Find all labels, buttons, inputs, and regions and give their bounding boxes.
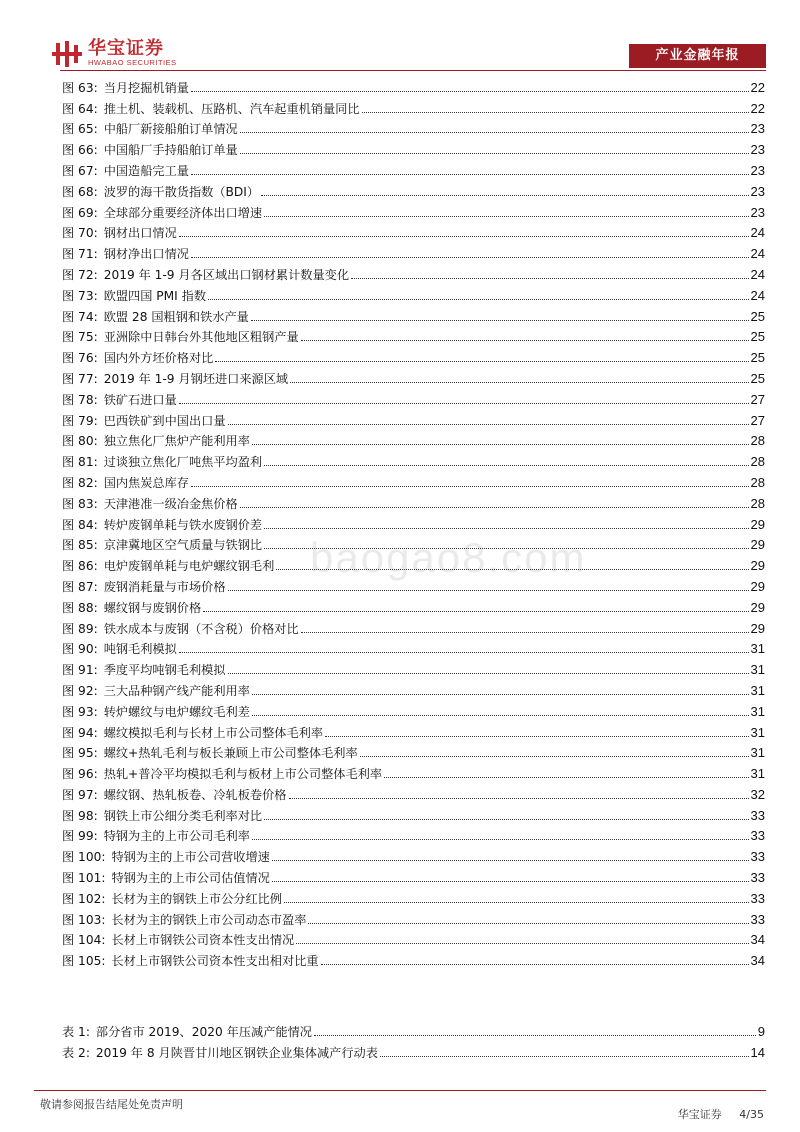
figure-toc-entry[interactable] bbox=[62, 74, 765, 95]
entry-title: 热轧+普冷平均模拟毛利与板材上市公司整体毛利率 bbox=[103, 767, 383, 782]
figure-toc-entry[interactable] bbox=[62, 698, 765, 719]
dot-leader bbox=[240, 152, 749, 154]
entry-title: 电炉废钢单耗与电炉螺纹钢毛利 bbox=[103, 559, 275, 574]
figure-toc-entry[interactable] bbox=[62, 178, 765, 199]
entry-page-number: 28 bbox=[750, 454, 765, 470]
dot-leader bbox=[301, 631, 749, 633]
entry-page-number: 23 bbox=[750, 204, 765, 220]
dot-leader bbox=[325, 735, 748, 737]
entry-label: 图 86: bbox=[62, 559, 98, 574]
entry-title: 欧盟四国 PMI 指数 bbox=[103, 288, 207, 303]
entry-title: 螺纹+热轧毛利与板长兼顾上市公司整体毛利率 bbox=[103, 746, 358, 761]
entry-title: 波罗的海干散货指数（BDI） bbox=[103, 184, 260, 199]
entry-page-number: 31 bbox=[750, 682, 765, 698]
figure-toc-entry[interactable] bbox=[62, 282, 765, 303]
figure-toc-entry[interactable] bbox=[62, 365, 765, 386]
figure-toc-entry[interactable] bbox=[62, 636, 765, 657]
dot-leader bbox=[208, 298, 749, 300]
dot-leader bbox=[351, 277, 748, 279]
entry-page-number: 28 bbox=[750, 495, 765, 511]
entry-title: 长材上市钢铁公司资本性支出情况 bbox=[111, 933, 295, 948]
entry-title: 铁水成本与废钢（不含税）价格对比 bbox=[103, 621, 299, 636]
figure-toc-entry[interactable] bbox=[62, 490, 765, 511]
entry-label: 图 84: bbox=[62, 517, 98, 532]
dot-leader bbox=[264, 464, 748, 466]
dot-leader bbox=[252, 838, 749, 840]
entry-page-number: 34 bbox=[750, 932, 765, 948]
dot-leader bbox=[228, 672, 749, 674]
entry-title: 巴西铁矿到中国出口量 bbox=[103, 413, 226, 428]
entry-label: 图 80: bbox=[62, 434, 98, 449]
entry-title: 铁矿石进口量 bbox=[103, 392, 177, 407]
report-type-badge: 产业金融年报 bbox=[629, 44, 766, 68]
entry-page-number: 22 bbox=[750, 100, 765, 116]
entry-label: 图 90: bbox=[62, 642, 98, 657]
figure-toc-entry[interactable] bbox=[62, 386, 765, 407]
logo-chinese-name: 华宝证券 bbox=[88, 38, 164, 59]
entry-label: 图 83: bbox=[62, 496, 98, 511]
entry-page-number: 31 bbox=[750, 745, 765, 761]
entry-title: 过谈独立焦化厂吨焦平均盈利 bbox=[103, 455, 263, 470]
figure-toc-entry[interactable] bbox=[62, 448, 765, 469]
company-logo bbox=[52, 40, 177, 67]
entry-title: 亚洲除中日韩台外其他地区粗钢产量 bbox=[103, 330, 299, 345]
entry-label: 图 74: bbox=[62, 309, 98, 324]
figure-toc-entry[interactable] bbox=[62, 344, 765, 365]
entry-label: 图 63: bbox=[62, 80, 98, 95]
figure-toc-entry[interactable] bbox=[62, 303, 765, 324]
entry-page-number: 25 bbox=[750, 370, 765, 386]
entry-page-number: 29 bbox=[750, 558, 765, 574]
entry-title: 中国造船完工量 bbox=[103, 163, 189, 178]
dot-leader bbox=[261, 194, 748, 196]
dot-leader bbox=[362, 111, 749, 113]
entry-label: 图 88: bbox=[62, 600, 98, 615]
header-divider bbox=[60, 70, 766, 71]
entry-title: 中船厂新接船舶订单情况 bbox=[103, 122, 238, 137]
dot-leader bbox=[264, 215, 748, 217]
entry-label: 图 95: bbox=[62, 746, 98, 761]
figure-toc-entry[interactable] bbox=[62, 802, 765, 823]
figure-toc-entry[interactable] bbox=[62, 677, 765, 698]
table-toc-entry[interactable] bbox=[62, 1039, 765, 1060]
dot-leader bbox=[228, 589, 749, 591]
dot-leader bbox=[252, 443, 749, 445]
entry-title: 天津港准一级冶金焦价格 bbox=[103, 496, 238, 511]
entry-page-number: 23 bbox=[750, 142, 765, 158]
entry-title: 螺纹钢、热轧板卷、冷轧板卷价格 bbox=[103, 787, 287, 802]
entry-title: 国内外方坯价格对比 bbox=[103, 351, 214, 366]
entry-page-number: 29 bbox=[750, 516, 765, 532]
figure-toc-entry[interactable] bbox=[62, 199, 765, 220]
entry-page-number: 9 bbox=[757, 1023, 765, 1039]
entry-title: 京津冀地区空气质量与铁钢比 bbox=[103, 538, 263, 553]
entry-label: 图 102: bbox=[62, 891, 106, 906]
logo-mark-icon bbox=[52, 41, 82, 67]
figure-toc-entry[interactable] bbox=[62, 428, 765, 449]
entry-label: 图 98: bbox=[62, 808, 98, 823]
entry-title: 季度平均吨钢毛利模拟 bbox=[103, 663, 226, 678]
figure-toc-entry[interactable] bbox=[62, 116, 765, 137]
entry-page-number: 14 bbox=[750, 1044, 765, 1060]
entry-page-number: 32 bbox=[750, 786, 765, 802]
dot-leader bbox=[252, 693, 749, 695]
dot-leader bbox=[191, 485, 749, 487]
entry-label: 图 91: bbox=[62, 663, 98, 678]
dot-leader bbox=[360, 755, 749, 757]
entry-title: 独立焦化厂焦炉产能利用率 bbox=[103, 434, 250, 449]
entry-page-number: 31 bbox=[750, 724, 765, 740]
dot-leader bbox=[240, 131, 749, 133]
dot-leader bbox=[301, 339, 749, 341]
entry-title: 全球部分重要经济体出口增速 bbox=[103, 205, 263, 220]
entry-page-number: 33 bbox=[750, 870, 765, 886]
entry-title: 特钢为主的上市公司毛利率 bbox=[103, 829, 250, 844]
entry-title: 废钢消耗量与市场价格 bbox=[103, 579, 226, 594]
figure-toc-entry[interactable] bbox=[62, 947, 765, 968]
entry-title: 转炉废钢单耗与铁水废钢价差 bbox=[103, 517, 263, 532]
entry-label: 图 94: bbox=[62, 725, 98, 740]
figure-toc-entry[interactable] bbox=[62, 927, 765, 948]
dot-leader bbox=[384, 776, 749, 778]
entry-page-number: 27 bbox=[750, 391, 765, 407]
figure-toc-entry[interactable] bbox=[62, 407, 765, 428]
entry-page-number: 29 bbox=[750, 620, 765, 636]
entry-label: 图 92: bbox=[62, 683, 98, 698]
figure-toc-entry[interactable] bbox=[62, 740, 765, 761]
entry-page-number: 22 bbox=[750, 79, 765, 95]
figure-toc-entry[interactable] bbox=[62, 532, 765, 553]
entry-title: 螺纹模拟毛利与长材上市公司整体毛利率 bbox=[103, 725, 324, 740]
footer-divider bbox=[34, 1090, 766, 1091]
dot-leader bbox=[252, 714, 749, 716]
dot-leader bbox=[191, 173, 749, 175]
dot-leader bbox=[276, 568, 748, 570]
entry-title: 当月挖掘机销量 bbox=[103, 80, 189, 95]
figure-toc-entry[interactable] bbox=[62, 656, 765, 677]
entry-title: 钢材净出口情况 bbox=[103, 247, 189, 262]
dot-leader bbox=[203, 610, 748, 612]
figure-toc-entry[interactable] bbox=[62, 823, 765, 844]
entry-page-number: 29 bbox=[750, 537, 765, 553]
figure-toc-entry[interactable] bbox=[62, 843, 765, 864]
figure-toc-entry[interactable] bbox=[62, 136, 765, 157]
entry-page-number: 33 bbox=[750, 911, 765, 927]
entry-page-number: 24 bbox=[750, 287, 765, 303]
table-list bbox=[62, 1018, 765, 1060]
entry-label: 图 99: bbox=[62, 829, 98, 844]
dot-leader bbox=[251, 319, 749, 321]
entry-label: 图 96: bbox=[62, 767, 98, 782]
figure-toc-entry[interactable] bbox=[62, 511, 765, 532]
figure-toc-entry[interactable] bbox=[62, 615, 765, 636]
entry-label: 图 101: bbox=[62, 871, 106, 886]
dot-leader bbox=[284, 901, 748, 903]
entry-label: 图 104: bbox=[62, 933, 106, 948]
entry-label: 图 76: bbox=[62, 351, 98, 366]
entry-page-number: 33 bbox=[750, 849, 765, 865]
entry-page-number: 23 bbox=[750, 162, 765, 178]
entry-page-number: 24 bbox=[750, 246, 765, 262]
entry-label: 表 2: bbox=[62, 1045, 90, 1060]
entry-page-number: 28 bbox=[750, 474, 765, 490]
entry-page-number: 31 bbox=[750, 703, 765, 719]
dot-leader bbox=[314, 1034, 756, 1036]
entry-label: 图 65: bbox=[62, 122, 98, 137]
entry-label: 图 81: bbox=[62, 455, 98, 470]
entry-title: 长材为主的钢铁上市公司动态市盈率 bbox=[111, 912, 307, 927]
entry-label: 图 97: bbox=[62, 787, 98, 802]
dot-leader bbox=[179, 651, 749, 653]
entry-page-number: 29 bbox=[750, 578, 765, 594]
figure-toc-entry[interactable] bbox=[62, 95, 765, 116]
entry-page-number: 31 bbox=[750, 641, 765, 657]
entry-label: 图 75: bbox=[62, 330, 98, 345]
entry-page-number: 25 bbox=[750, 329, 765, 345]
entry-label: 图 87: bbox=[62, 579, 98, 594]
entry-title: 推土机、装载机、压路机、汽车起重机销量同比 bbox=[103, 101, 360, 116]
entry-label: 图 69: bbox=[62, 205, 98, 220]
figure-toc-entry[interactable] bbox=[62, 469, 765, 490]
dot-leader bbox=[191, 256, 749, 258]
table-toc-entry[interactable] bbox=[62, 1018, 765, 1039]
entry-page-number: 33 bbox=[750, 890, 765, 906]
disclaimer-text: 敬请参阅报告结尾处免责声明 bbox=[40, 1098, 183, 1111]
entry-title: 钢材出口情况 bbox=[103, 226, 177, 241]
entry-title: 国内焦炭总库存 bbox=[103, 475, 189, 490]
entry-title: 欧盟 28 国粗钢和铁水产量 bbox=[103, 309, 249, 324]
figure-list bbox=[62, 74, 765, 968]
watermark: baogao8.com bbox=[310, 534, 587, 581]
entry-title: 钢铁上市公细分类毛利率对比 bbox=[103, 808, 263, 823]
entry-label: 图 89: bbox=[62, 621, 98, 636]
entry-title: 特钢为主的上市公司营收增速 bbox=[111, 850, 270, 865]
figure-toc-entry[interactable] bbox=[62, 220, 765, 241]
figure-toc-entry[interactable] bbox=[62, 240, 765, 261]
entry-page-number: 23 bbox=[750, 121, 765, 137]
dot-leader bbox=[308, 922, 748, 924]
entry-label: 图 100: bbox=[62, 850, 106, 865]
entry-page-number: 24 bbox=[750, 266, 765, 282]
dot-leader bbox=[228, 423, 749, 425]
dot-leader bbox=[272, 859, 749, 861]
entry-label: 图 82: bbox=[62, 475, 98, 490]
figure-toc-entry[interactable] bbox=[62, 261, 765, 282]
entry-title: 三大品种钢产线产能利用率 bbox=[103, 683, 250, 698]
entry-page-number: 31 bbox=[750, 766, 765, 782]
page-number: 4/35 bbox=[739, 1108, 764, 1121]
entry-label: 图 72: bbox=[62, 267, 98, 282]
entry-title: 2019 年 8 月陕晋甘川地区钢铁企业集体减产行动表 bbox=[95, 1045, 378, 1060]
entry-label: 图 64: bbox=[62, 101, 98, 116]
entry-page-number: 31 bbox=[750, 662, 765, 678]
figure-toc-entry[interactable] bbox=[62, 552, 765, 573]
dot-leader bbox=[296, 942, 748, 944]
dot-leader bbox=[272, 880, 749, 882]
figure-toc-entry[interactable] bbox=[62, 324, 765, 345]
entry-page-number: 25 bbox=[750, 308, 765, 324]
entry-page-number: 25 bbox=[750, 350, 765, 366]
entry-label: 图 78: bbox=[62, 392, 98, 407]
entry-page-number: 33 bbox=[750, 828, 765, 844]
entry-label: 图 103: bbox=[62, 912, 106, 927]
dot-leader bbox=[289, 797, 749, 799]
dot-leader bbox=[191, 90, 749, 92]
entry-title: 长材上市钢铁公司资本性支出相对比重 bbox=[111, 954, 319, 969]
figure-toc-entry[interactable] bbox=[62, 906, 765, 927]
dot-leader bbox=[321, 963, 749, 965]
figure-toc-entry[interactable] bbox=[62, 885, 765, 906]
entry-page-number: 27 bbox=[750, 412, 765, 428]
entry-title: 螺纹钢与废钢价格 bbox=[103, 600, 202, 615]
entry-title: 部分省市 2019、2020 年压减产能情况 bbox=[95, 1024, 312, 1039]
entry-title: 转炉螺纹与电炉螺纹毛利差 bbox=[103, 704, 250, 719]
entry-title: 中国船厂手持船舶订单量 bbox=[103, 143, 238, 158]
entry-label: 图 70: bbox=[62, 226, 98, 241]
entry-page-number: 34 bbox=[750, 953, 765, 969]
page-header bbox=[0, 0, 800, 72]
footer-info bbox=[678, 1106, 764, 1122]
dot-leader bbox=[179, 402, 749, 404]
figure-toc-entry[interactable] bbox=[62, 760, 765, 781]
entry-title: 长材为主的钢铁上市公分红比例 bbox=[111, 891, 283, 906]
dot-leader bbox=[215, 360, 748, 362]
footer-brand: 华宝证券 bbox=[677, 1108, 722, 1121]
entry-label: 图 66: bbox=[62, 143, 98, 158]
entry-title: 2019 年 1-9 月钢坯进口来源区域 bbox=[103, 371, 289, 386]
entry-label: 表 1: bbox=[62, 1024, 90, 1039]
entry-page-number: 24 bbox=[750, 225, 765, 241]
entry-title: 特钢为主的上市公司估值情况 bbox=[111, 871, 270, 886]
dot-leader bbox=[264, 818, 748, 820]
entry-label: 图 85: bbox=[62, 538, 98, 553]
dot-leader bbox=[179, 235, 749, 237]
entry-label: 图 77: bbox=[62, 371, 98, 386]
figure-toc-entry[interactable] bbox=[62, 573, 765, 594]
figure-toc-entry[interactable] bbox=[62, 781, 765, 802]
figure-toc-entry[interactable] bbox=[62, 864, 765, 885]
entry-label: 图 79: bbox=[62, 413, 98, 428]
entry-page-number: 33 bbox=[750, 807, 765, 823]
entry-label: 图 67: bbox=[62, 163, 98, 178]
entry-page-number: 23 bbox=[750, 183, 765, 199]
dot-leader bbox=[240, 506, 749, 508]
logo-english-name: HWABAO SECURITIES bbox=[88, 58, 177, 67]
entry-title: 吨钢毛利模拟 bbox=[103, 642, 177, 657]
dot-leader bbox=[290, 381, 748, 383]
figure-toc-entry[interactable] bbox=[62, 157, 765, 178]
entry-label: 图 73: bbox=[62, 288, 98, 303]
entry-page-number: 28 bbox=[750, 433, 765, 449]
entry-label: 图 93: bbox=[62, 704, 98, 719]
entry-label: 图 71: bbox=[62, 247, 98, 262]
entry-label: 图 105: bbox=[62, 954, 106, 969]
dot-leader bbox=[380, 1055, 749, 1057]
figure-toc-entry[interactable] bbox=[62, 594, 765, 615]
entry-page-number: 29 bbox=[750, 599, 765, 615]
entry-title: 2019 年 1-9 月各区域出口钢材累计数量变化 bbox=[103, 267, 350, 282]
entry-label: 图 68: bbox=[62, 184, 98, 199]
dot-leader bbox=[264, 547, 748, 549]
figure-toc-entry[interactable] bbox=[62, 719, 765, 740]
dot-leader bbox=[264, 527, 748, 529]
